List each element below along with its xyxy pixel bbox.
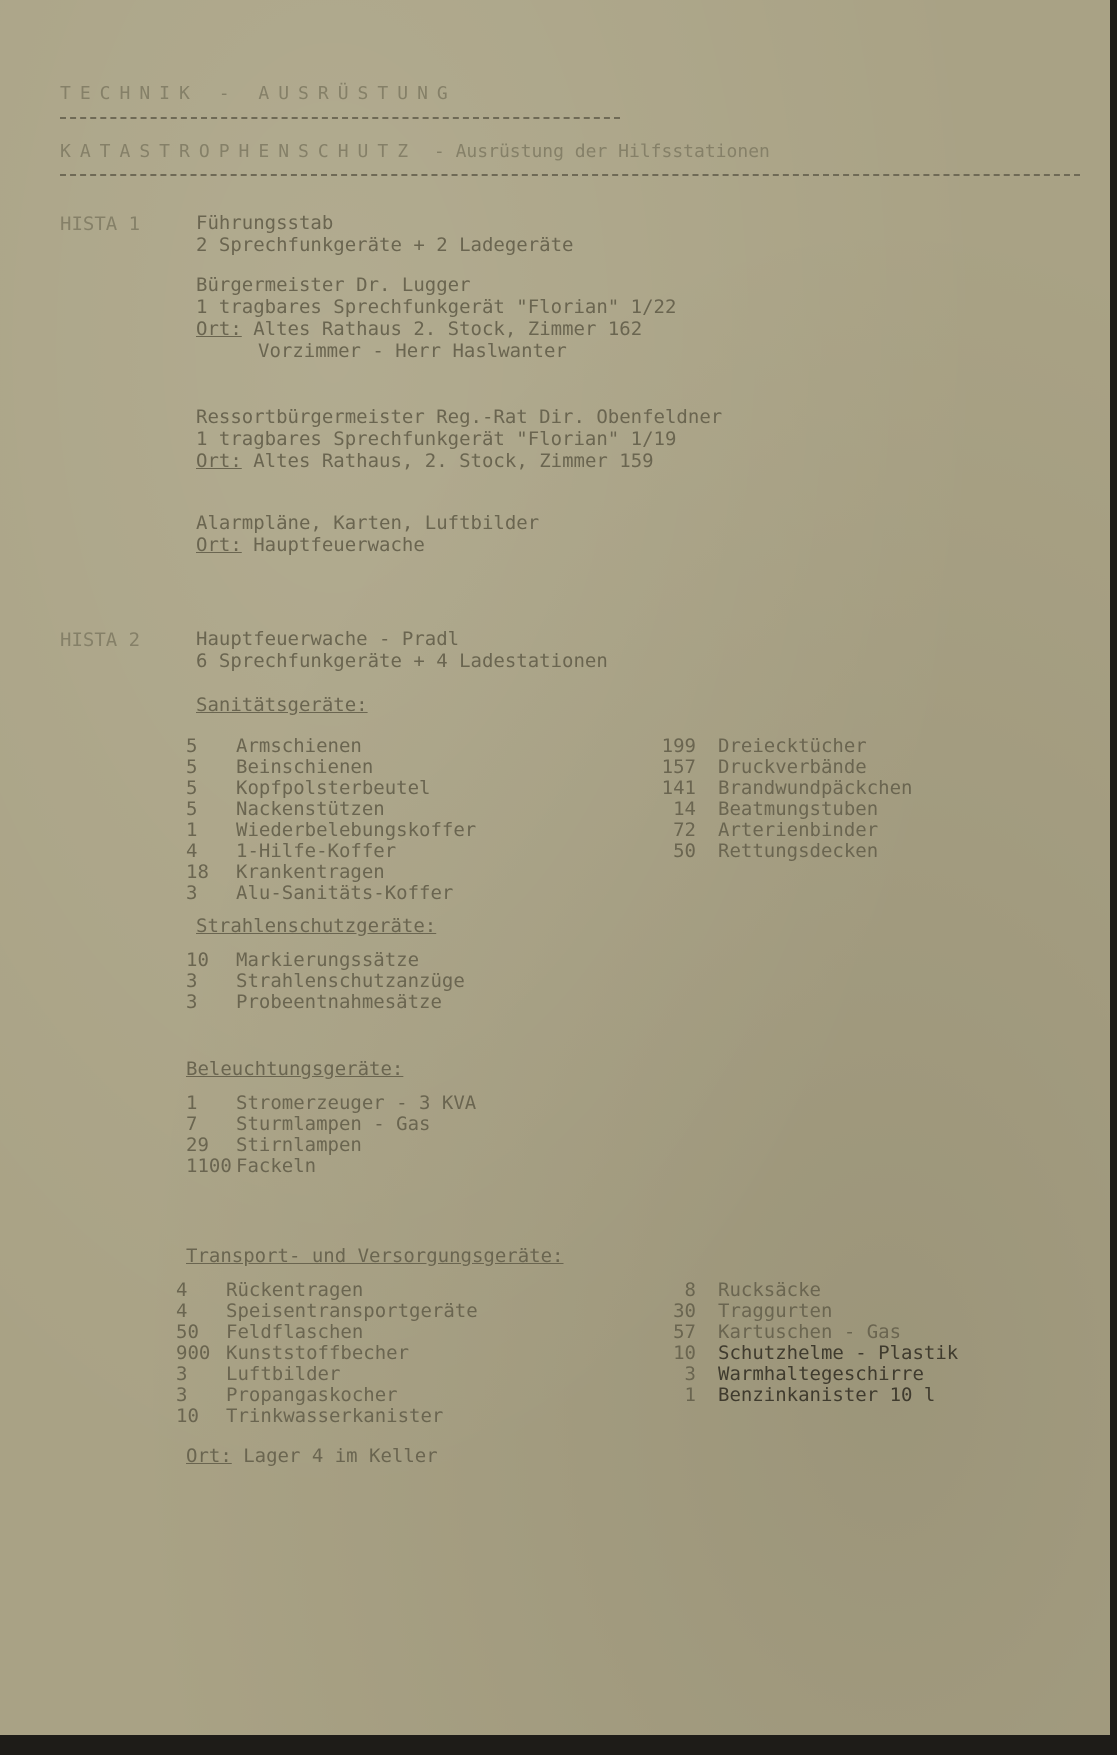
item-quantity: 30 — [673, 1300, 696, 1322]
item-quantity: 1 — [684, 1384, 696, 1406]
buergermeister-block — [196, 274, 676, 362]
item-name: Stromerzeuger - 3 KVA — [236, 1092, 477, 1114]
item-quantity: 199 — [661, 735, 696, 757]
list-item — [640, 820, 912, 841]
item-name: Schutzhelme - Plastik — [718, 1342, 959, 1364]
list-item — [176, 1343, 478, 1364]
alarm-block — [196, 512, 539, 556]
item-name: Beatmungstuben — [718, 798, 879, 820]
item-quantity: 50 — [176, 1321, 199, 1343]
transport-right-list — [640, 1280, 958, 1406]
item-name: Wiederbelebungskoffer — [236, 819, 477, 841]
item-name: Rettungsdecken — [718, 840, 879, 862]
item-name: Nackenstützen — [236, 798, 385, 820]
list-item — [186, 1093, 476, 1114]
hista1-label: HISTA 1 — [60, 213, 141, 235]
item-quantity: 3 — [176, 1384, 188, 1406]
item-quantity: 3 — [186, 970, 198, 992]
item-quantity: 72 — [673, 819, 696, 841]
transport-left-list — [176, 1280, 478, 1427]
item-name: Propangaskocher — [226, 1384, 398, 1406]
header-line2-main: KATASTROPHENSCHUTZ — [60, 141, 418, 162]
hista2-title: Hauptfeuerwache - Pradl — [196, 628, 460, 650]
item-quantity: 3 — [176, 1363, 188, 1385]
item-name: Markierungssätze — [236, 949, 420, 971]
item-quantity: 3 — [684, 1363, 696, 1385]
item-quantity: 8 — [684, 1279, 696, 1301]
item-quantity: 1 — [186, 1092, 198, 1114]
buergermeister-name: Bürgermeister Dr. Lugger — [196, 274, 471, 296]
list-item — [640, 799, 912, 820]
list-item — [640, 1322, 958, 1343]
list-item — [640, 1301, 958, 1322]
item-name: Trinkwasserkanister — [226, 1405, 444, 1427]
list-item — [186, 757, 476, 778]
item-quantity: 5 — [186, 735, 198, 757]
hista2-equipment: 6 Sprechfunkgeräte + 4 Ladestationen — [196, 650, 608, 672]
item-name: Speisentransportgeräte — [226, 1300, 478, 1322]
buergermeister-ort: Ort: Altes Rathaus 2. Stock, Zimmer 162 — [196, 318, 643, 340]
list-item — [640, 1385, 958, 1406]
item-quantity: 4 — [186, 840, 198, 862]
item-quantity: 29 — [186, 1134, 209, 1156]
item-quantity: 1100 — [186, 1155, 232, 1177]
header-rule-1 — [60, 117, 620, 119]
item-quantity: 57 — [673, 1321, 696, 1343]
sanitaet-left-list — [186, 736, 476, 904]
item-quantity: 10 — [176, 1405, 199, 1427]
item-name: Kunststoffbecher — [226, 1342, 410, 1364]
item-quantity: 50 — [673, 840, 696, 862]
item-quantity: 3 — [186, 991, 198, 1013]
item-quantity: 5 — [186, 798, 198, 820]
item-quantity: 7 — [186, 1113, 198, 1135]
item-quantity: 14 — [673, 798, 696, 820]
sanitaet-right-list — [640, 736, 912, 862]
ort-label: Ort: — [196, 534, 242, 556]
item-quantity: 5 — [186, 777, 198, 799]
item-quantity: 157 — [661, 756, 696, 778]
list-item — [186, 820, 476, 841]
alarm-ort: Ort: Hauptfeuerwache — [196, 534, 425, 556]
hista2-label: HISTA 2 — [60, 629, 141, 651]
list-item — [640, 736, 912, 757]
item-quantity: 5 — [186, 756, 198, 778]
list-item — [640, 778, 912, 799]
item-quantity: 18 — [186, 861, 209, 883]
strahlen-list — [186, 950, 465, 1013]
list-item — [186, 1156, 476, 1177]
transport-ort: Ort: Lager 4 im Keller — [186, 1445, 438, 1467]
item-name: Brandwundpäckchen — [718, 777, 913, 799]
item-name: Alu-Sanitäts-Koffer — [236, 882, 454, 904]
item-name: Feldflaschen — [226, 1321, 364, 1343]
list-item — [640, 1343, 958, 1364]
list-item — [186, 1135, 476, 1156]
list-item — [186, 1114, 476, 1135]
hista1-title: Führungsstab — [196, 212, 334, 234]
header-line1: TECHNIK - AUSRÜSTUNG — [60, 83, 457, 104]
list-item — [176, 1280, 478, 1301]
list-item — [186, 736, 476, 757]
sanitaet-heading: Sanitätsgeräte: — [196, 694, 368, 716]
ort-label: Ort: — [196, 318, 242, 340]
list-item — [186, 992, 465, 1013]
item-name: 1-Hilfe-Koffer — [236, 840, 397, 862]
header-line2 — [60, 141, 770, 162]
item-name: Strahlenschutzanzüge — [236, 970, 465, 992]
ressort-name: Ressortbürgermeister Reg.-Rat Dir. Obenfeldner — [196, 406, 723, 428]
item-name: Druckverbände — [718, 756, 867, 778]
list-item — [186, 778, 476, 799]
item-quantity: 3 — [186, 882, 198, 904]
item-name: Luftbilder — [226, 1363, 341, 1385]
list-item — [640, 1280, 958, 1301]
item-name: Armschienen — [236, 735, 362, 757]
ressort-ort: Ort: Altes Rathaus, 2. Stock, Zimmer 159 — [196, 450, 654, 472]
list-item — [176, 1322, 478, 1343]
hista1-equipment: 2 Sprechfunkgeräte + 2 Ladegeräte — [196, 234, 574, 256]
item-name: Beinschienen — [236, 756, 374, 778]
beleuchtung-heading: Beleuchtungsgeräte: — [186, 1058, 404, 1080]
beleuchtung-list — [186, 1093, 476, 1177]
item-name: Rucksäcke — [718, 1279, 821, 1301]
list-item — [640, 841, 912, 862]
list-item — [640, 1364, 958, 1385]
item-quantity: 10 — [186, 949, 209, 971]
item-name: Fackeln — [236, 1155, 317, 1177]
list-item — [176, 1385, 478, 1406]
item-quantity: 10 — [673, 1342, 696, 1364]
item-name: Dreiecktücher — [718, 735, 867, 757]
transport-heading: Transport- und Versorgungsgeräte: — [186, 1245, 564, 1267]
list-item — [186, 799, 476, 820]
item-name: Warmhaltegeschirre — [718, 1363, 924, 1385]
hista2-block — [196, 628, 608, 672]
buergermeister-device: 1 tragbares Sprechfunkgerät "Florian" 1/22 — [196, 296, 677, 318]
list-item — [176, 1364, 478, 1385]
list-item — [640, 757, 912, 778]
item-name: Benzinkanister 10 l — [718, 1384, 936, 1406]
ressort-device: 1 tragbares Sprechfunkgerät "Florian" 1/19 — [196, 428, 677, 450]
list-item — [186, 841, 476, 862]
ort-label: Ort: — [186, 1445, 232, 1467]
item-name: Rückentragen — [226, 1279, 364, 1301]
item-name: Sturmlampen - Gas — [236, 1113, 431, 1135]
list-item — [186, 950, 465, 971]
item-quantity: 4 — [176, 1279, 188, 1301]
list-item — [176, 1301, 478, 1322]
list-item — [176, 1406, 478, 1427]
item-quantity: 4 — [176, 1300, 188, 1322]
ort-label: Ort: — [196, 450, 242, 472]
scan-border — [0, 1735, 1117, 1755]
hista1-block — [196, 212, 574, 256]
list-item — [186, 883, 476, 904]
list-item — [186, 862, 476, 883]
item-quantity: 141 — [661, 777, 696, 799]
strahlen-heading: Strahlenschutzgeräte: — [196, 915, 437, 937]
ressort-block — [196, 406, 722, 472]
item-name: Traggurten — [718, 1300, 833, 1322]
header-line2-sub: - Ausrüstung der Hilfsstationen — [433, 141, 770, 162]
alarm-text: Alarmpläne, Karten, Luftbilder — [196, 512, 540, 534]
item-name: Stirnlampen — [236, 1134, 362, 1156]
item-name: Kopfpolsterbeutel — [236, 777, 431, 799]
item-name: Arterienbinder — [718, 819, 879, 841]
item-name: Probeentnahmesätze — [236, 991, 442, 1013]
item-quantity: 900 — [176, 1342, 211, 1364]
list-item — [186, 971, 465, 992]
item-name: Kartuschen - Gas — [718, 1321, 902, 1343]
item-name: Krankentragen — [236, 861, 385, 883]
header-rule-2 — [60, 174, 1080, 176]
buergermeister-vorzimmer: Vorzimmer - Herr Haslwanter — [258, 340, 567, 362]
item-quantity: 1 — [186, 819, 198, 841]
